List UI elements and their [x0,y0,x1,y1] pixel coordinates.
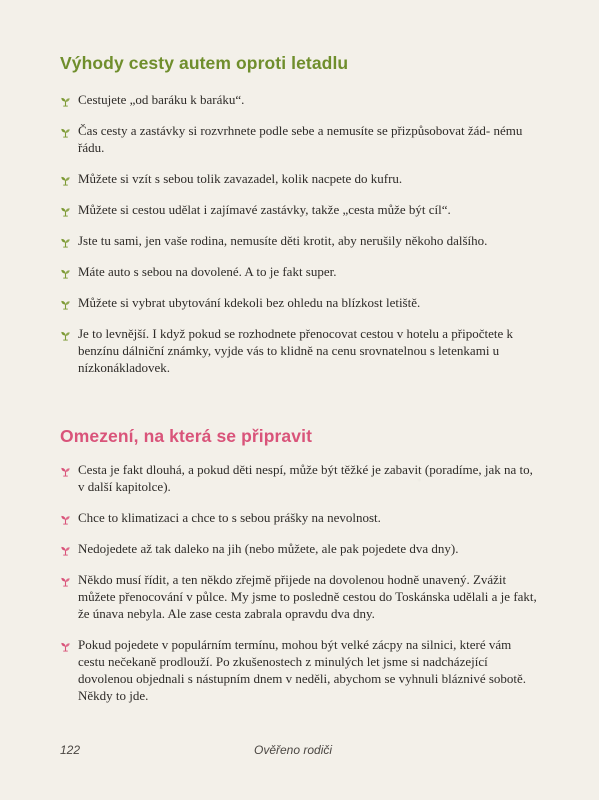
list-item-text: Můžete si vybrat ubytování kdekoli bez ohledu na blízkost letiště. [78,295,421,310]
list-item [60,325,540,376]
list-item-text: Můžete si cestou udělat i zajímavé zastávky, takže „cesta může být cíl“. [78,202,451,217]
list-item-text: Cesta je fakt dlouhá, a pokud děti nespí, může být těžké je zabavit (poradíme, jak na to, v další kapitolce). [78,462,533,494]
list-item-text: Čas cesty a zastávky si rozvrhnete podle sebe a nemusíte se přizpůsobovat žád- nému řádu. [78,123,523,155]
list-item [60,571,540,622]
list-item [60,91,540,108]
list-item-text: Cestujete „od baráku k baráku“. [78,92,245,107]
list-item-text: Nedojedete až tak daleko na jih (nebo můžete, ale pak pojedete dva dny). [78,541,459,556]
list-item-text: Jste tu sami, jen vaše rodina, nemusíte děti krotit, aby nerušily někoho dalšího. [78,233,488,248]
list-item [60,540,540,557]
list-item [60,461,540,495]
advantages-list [60,91,540,390]
section-title-advantages: Výhody cesty autem oproti letadlu [60,53,349,73]
list-item [60,636,540,704]
leaf-sprout-icon [60,574,71,585]
list-item [60,232,540,249]
list-item-text: Je to levnější. I když pokud se rozhodnete přenocovat cestou v hotelu a připočtete k benzínu dálniční známky, vyjde vás to klidně na cenu srovnatelnou s letenkami u nízkonákladovek. [78,326,514,375]
list-item [60,509,540,526]
list-item-text: Pokud pojedete v populárním termínu, mohou být velké zácpy na silnici, které vám cestu nečekaně prodlouží. Po zkušenostech z minulých let jsme si nadcházející dovolenou objednali s nástupním dnem v neděli, abychom se vyhnuli bláznivé sobotě. Někdy to jde. [78,637,527,703]
list-item [60,122,540,156]
leaf-sprout-icon [60,543,71,554]
list-item-text: Máte auto s sebou na dovolené. A to je fakt super. [78,264,337,279]
list-item-text: Někdo musí řídit, a ten někdo zřejmě přijede na dovolenou hodně unavený. Zvážit můžete přenocování v půlce. My jsme to posledně cestou do Toskánska udělali a je fakt, že únava nebyla. Ale zase cesta zabrala opravdu dva dny. [78,572,537,621]
list-item [60,294,540,311]
leaf-sprout-icon [60,639,71,650]
running-title: Ověřeno rodiči [254,743,333,757]
leaf-sprout-icon [60,94,71,105]
leaf-sprout-icon [60,328,71,339]
leaf-sprout-icon [60,464,71,475]
leaf-sprout-icon [60,235,71,246]
list-item [60,201,540,218]
list-item-text: Můžete si vzít s sebou tolik zavazadel, kolik nacpete do kufru. [78,171,403,186]
page-number: 122 [60,743,81,757]
leaf-sprout-icon [60,125,71,136]
leaf-sprout-icon [60,266,71,277]
list-item [60,263,540,280]
leaf-sprout-icon [60,173,71,184]
section-title-limitations: Omezení, na která se připravit [60,426,312,446]
limitations-list [60,461,540,718]
leaf-sprout-icon [60,204,71,215]
list-item-text: Chce to klimatizaci a chce to s sebou prášky na nevolnost. [78,510,381,525]
list-item [60,170,540,187]
leaf-sprout-icon [60,512,71,523]
leaf-sprout-icon [60,297,71,308]
